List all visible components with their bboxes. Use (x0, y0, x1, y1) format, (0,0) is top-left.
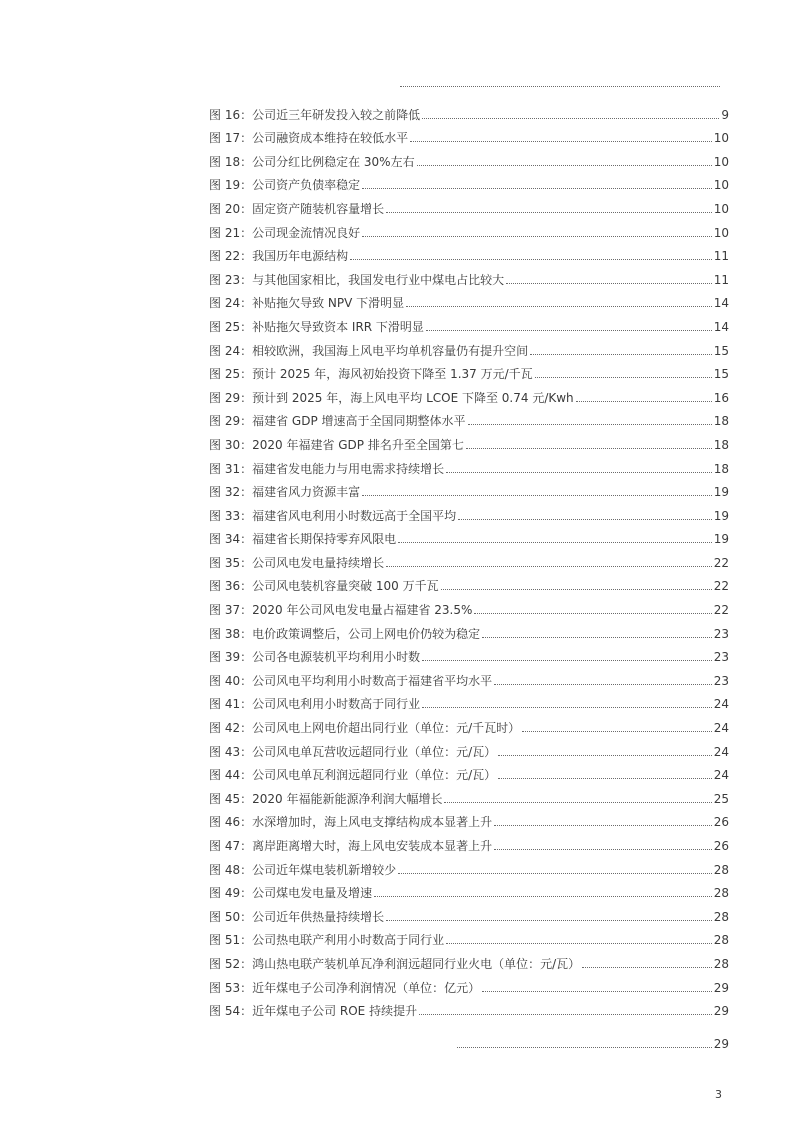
toc-leader (522, 731, 712, 732)
toc-entry-page: 11 (713, 249, 729, 264)
toc-entry-page: 10 (713, 225, 729, 240)
toc-entry[interactable] (209, 310, 729, 334)
toc-leader (494, 849, 712, 850)
toc-entry[interactable] (209, 759, 729, 783)
toc-entry-page: 16 (713, 390, 729, 405)
toc-entry[interactable] (209, 711, 729, 735)
toc-entry[interactable] (209, 782, 729, 806)
toc-entry-page: 28 (713, 956, 729, 971)
toc-entry[interactable] (209, 546, 729, 570)
toc-entry[interactable] (209, 971, 729, 995)
toc-entry-label: 图 47：离岸距离增大时，海上风电安装成本显著上升 (209, 839, 493, 853)
toc-entry[interactable] (209, 145, 729, 169)
toc-entry[interactable] (209, 593, 729, 617)
toc-entry-label: 图 53：近年煤电子公司净利润情况（单位：亿元） (209, 980, 481, 995)
toc-entry-label: 图 44：公司风电单瓦利润远超同行业（单位：元/瓦） (209, 768, 497, 783)
toc-entry-page: 11 (713, 272, 729, 287)
toc-entry-label: 图 29：预计到 2025 年，海上风电平均 LCOE 下降至 0.74 元/Kwh (209, 390, 574, 405)
toc-entry-label: 图 42：公司风电上网电价超出同行业（单位：元/千瓦时） (209, 721, 521, 736)
toc-entry[interactable] (209, 499, 729, 523)
toc-entry[interactable] (209, 664, 729, 688)
toc-entry[interactable] (209, 829, 729, 853)
toc-leader (494, 825, 712, 826)
toc-entry-label: 图 17：公司融资成本维持在较低水平 (209, 131, 409, 146)
toc-entry[interactable] (209, 192, 729, 216)
toc-entry[interactable] (209, 995, 729, 1019)
toc-leader (362, 495, 712, 496)
toc-entry-page: 18 (713, 414, 729, 429)
toc-leader (457, 1047, 712, 1048)
toc-entry-page: 15 (713, 343, 729, 358)
toc-entry-label: 图 32：福建省风力资源丰富 (209, 485, 361, 500)
toc-entry-page: 29 (713, 980, 729, 995)
toc-entry-label: 图 20：固定资产随装机容量增长 (209, 201, 385, 216)
toc-leader (530, 354, 712, 355)
toc-entry-label: 图 23：与其他国家相比，我国发电行业中煤电占比较大 (209, 272, 505, 287)
top-leader-line (400, 76, 720, 87)
toc-entry-page: 22 (713, 579, 729, 594)
toc-entry[interactable] (209, 428, 729, 452)
page-number: 3 (715, 1088, 722, 1101)
toc-leader (422, 118, 719, 119)
toc-entry-page: 19 (713, 532, 729, 547)
toc-leader (468, 424, 712, 425)
toc-entry-page: 22 (713, 603, 729, 618)
toc-leader (446, 943, 712, 944)
toc-leader (410, 141, 712, 142)
toc-entry-label: 图 31：福建省发电能力与用电需求持续增长 (209, 461, 445, 476)
toc-entry[interactable] (209, 853, 729, 877)
toc-entry[interactable] (209, 924, 729, 948)
toc-entry-label: 图 37：2020 年公司风电发电量占福建省 23.5% (209, 603, 473, 618)
toc-entry-label: 图 21：公司现金流情况良好 (209, 225, 361, 240)
toc-leader (386, 212, 712, 213)
toc-entry[interactable] (209, 240, 729, 264)
toc-entry[interactable] (209, 263, 729, 287)
toc-entry[interactable] (209, 476, 729, 500)
toc-entry-page: 10 (713, 201, 729, 216)
toc-entry[interactable] (209, 735, 729, 759)
toc-entry-label: 图 24：相较欧洲，我国海上风电平均单机容量仍有提升空间 (209, 343, 529, 358)
toc-leader (576, 401, 712, 402)
toc-entry-page: 23 (713, 673, 729, 688)
toc-entry-page: 23 (713, 626, 729, 641)
toc-entry-page: 24 (713, 721, 729, 736)
toc-entry[interactable] (209, 570, 729, 594)
table-of-figures (209, 98, 729, 1018)
toc-leader (482, 637, 712, 638)
toc-entry-page: 28 (713, 886, 729, 901)
toc-entry[interactable] (209, 523, 729, 547)
toc-entry[interactable] (209, 641, 729, 665)
toc-entry-page: 10 (713, 178, 729, 193)
toc-entry-page: 25 (713, 791, 729, 806)
toc-entry-label: 图 29：福建省 GDP 增速高于全国同期整体水平 (209, 414, 466, 429)
toc-leader (582, 967, 712, 968)
toc-entry-page: 14 (713, 296, 729, 311)
toc-leader (466, 448, 712, 449)
toc-entry-label: 图 51：公司热电联产利用小时数高于同行业 (209, 933, 445, 948)
toc-leader (374, 896, 712, 897)
toc-leader (444, 802, 711, 803)
toc-entry[interactable] (209, 405, 729, 429)
toc-entry-label: 图 24：补贴拖欠导致 NPV 下滑明显 (209, 296, 405, 311)
toc-entry-label: 图 16：公司近三年研发投入较之前降低 (209, 107, 421, 122)
toc-entry-page: 19 (713, 508, 729, 523)
toc-entry-page: 23 (713, 650, 729, 665)
toc-entry[interactable] (209, 334, 729, 358)
toc-entry-page: 22 (713, 555, 729, 570)
toc-entry[interactable] (209, 169, 729, 193)
toc-leader (474, 613, 711, 614)
toc-entry[interactable] (209, 452, 729, 476)
toc-leader (386, 920, 712, 921)
toc-entry-label: 图 25：预计 2025 年，海风初始投资下降至 1.37 万元/千瓦 (209, 367, 533, 382)
toc-entry-page: 10 (713, 131, 729, 146)
toc-leader (422, 660, 712, 661)
toc-entry-label: 图 19：公司资产负债率稳定 (209, 178, 361, 193)
toc-entry-page: 18 (713, 461, 729, 476)
toc-entry-page: 28 (713, 933, 729, 948)
trailing-toc-entry[interactable] (455, 1037, 729, 1051)
toc-entry-label: 图 38：电价政策调整后，公司上网电价仍较为稳定 (209, 626, 481, 641)
toc-entry-page: 19 (713, 485, 729, 500)
toc-entry-page: 26 (713, 815, 729, 830)
toc-entry-label: 图 39：公司各电源装机平均利用小时数 (209, 650, 421, 665)
toc-leader (535, 377, 712, 378)
toc-leader (441, 589, 712, 590)
toc-entry-label: 图 52：鸿山热电联产装机单瓦净利润远超同行业火电（单位：元/瓦） (209, 956, 581, 971)
toc-entry[interactable] (209, 98, 729, 122)
toc-entry-page: 26 (713, 839, 729, 853)
toc-leader (458, 519, 712, 520)
toc-entry-label: 图 22：我国历年电源结构 (209, 249, 349, 264)
toc-entry-label: 图 33：福建省风电利用小时数远高于全国平均 (209, 508, 457, 523)
toc-leader (417, 165, 712, 166)
toc-entry-label: 图 40：公司风电平均利用小时数高于福建省平均水平 (209, 673, 493, 688)
toc-entry-label: 图 46：水深增加时，海上风电支撑结构成本显著上升 (209, 815, 493, 830)
toc-leader (482, 991, 712, 992)
toc-entry[interactable] (209, 947, 729, 971)
toc-entry[interactable] (209, 688, 729, 712)
toc-entry-label: 图 25：补贴拖欠导致资本 IRR 下滑明显 (209, 319, 424, 334)
toc-leader (362, 236, 712, 237)
toc-entry-label: 图 34：福建省长期保持零弃风限电 (209, 532, 397, 547)
toc-leader (398, 873, 712, 874)
toc-entry[interactable] (209, 877, 729, 901)
toc-entry[interactable] (209, 216, 729, 240)
toc-entry-label: 图 50：公司近年供热量持续增长 (209, 909, 385, 924)
toc-leader (362, 188, 712, 189)
toc-entry[interactable] (209, 381, 729, 405)
toc-entry[interactable] (209, 287, 729, 311)
toc-entry-label: 图 43：公司风电单瓦营收远超同行业（单位：元/瓦） (209, 744, 497, 759)
toc-entry-page: 18 (713, 437, 729, 452)
toc-entry-page: 28 (713, 909, 729, 924)
toc-entry[interactable] (209, 900, 729, 924)
toc-entry[interactable] (209, 806, 729, 830)
toc-leader (398, 542, 712, 543)
toc-leader (406, 306, 712, 307)
toc-entry[interactable] (209, 617, 729, 641)
toc-leader (494, 684, 712, 685)
toc-entry-page: 29 (713, 1004, 729, 1019)
toc-entry[interactable] (209, 122, 729, 146)
toc-leader (506, 283, 712, 284)
toc-entry-label: 图 49：公司煤电发电量及增速 (209, 886, 373, 901)
toc-entry-page: 24 (713, 768, 729, 783)
toc-leader (422, 707, 712, 708)
toc-entry-label: 图 36：公司风电装机容量突破 100 万千瓦 (209, 579, 439, 594)
toc-entry-page: 24 (713, 697, 729, 712)
toc-entry-page: 10 (713, 154, 729, 169)
toc-leader (386, 566, 712, 567)
toc-entry-label: 图 45：2020 年福能新能源净利润大幅增长 (209, 791, 443, 806)
toc-entry-label: 图 35：公司风电发电量持续增长 (209, 555, 385, 570)
toc-entry-label: 图 30：2020 年福建省 GDP 排名升至全国第七 (209, 437, 464, 452)
toc-entry-page: 14 (713, 319, 729, 334)
toc-entry-page: 28 (713, 862, 729, 877)
toc-entry-page: 24 (713, 744, 729, 759)
toc-entry-label: 图 54：近年煤电子公司 ROE 持续提升 (209, 1004, 418, 1019)
toc-entry[interactable] (209, 358, 729, 382)
toc-leader (350, 259, 712, 260)
toc-leader (446, 472, 712, 473)
toc-leader (419, 1014, 712, 1015)
toc-leader (498, 755, 712, 756)
toc-entry-label: 图 48：公司近年煤电装机新增较少 (209, 862, 397, 877)
toc-entry-page: 15 (713, 367, 729, 382)
toc-entry-label: 图 18：公司分红比例稳定在 30%左右 (209, 154, 415, 169)
toc-leader (498, 778, 712, 779)
toc-leader (426, 330, 712, 331)
toc-entry-page: 9 (721, 107, 729, 122)
toc-entry-page: 29 (713, 1037, 729, 1051)
toc-entry-label: 图 41：公司风电利用小时数高于同行业 (209, 697, 421, 712)
